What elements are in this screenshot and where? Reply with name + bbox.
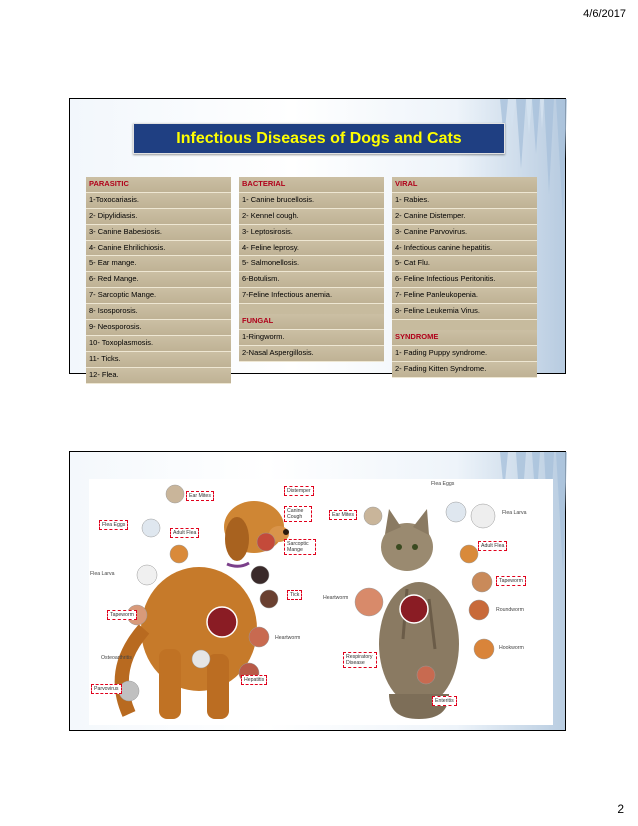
page-number: 2 xyxy=(617,802,624,816)
list-item: 6- Feline Infectious Peritonitis. xyxy=(392,272,537,288)
cat-label-adult-flea: Adult Flea xyxy=(478,541,507,551)
pet-disease-infographic xyxy=(89,479,553,725)
list-item: 1- Canine brucellosis. xyxy=(239,193,384,209)
list-item: 7-Feline Infectious anemia. xyxy=(239,288,384,304)
list-item: 10- Toxoplasmosis. xyxy=(86,336,231,352)
fungal-header: FUNGAL xyxy=(239,314,384,330)
cat-label-respiratory-disease: Respiratory Disease xyxy=(343,652,377,668)
dog-label-heartworm: Heartworm xyxy=(275,635,301,641)
bacterial-header: BACTERIAL xyxy=(239,177,384,193)
list-item: 6- Red Mange. xyxy=(86,272,231,288)
list-item: 2- Fading Kitten Syndrome. xyxy=(392,362,537,378)
dog-label-osteoarthritis: Osteoarthritis xyxy=(101,655,132,661)
list-item: 8- Isosporosis. xyxy=(86,304,231,320)
bacterial-column xyxy=(239,177,384,362)
cat-label-enteritis: Enteritis xyxy=(432,696,457,706)
cat-label-roundworm: Roundworm xyxy=(496,607,524,613)
list-item: 2- Dipylidiasis. xyxy=(86,209,231,225)
list-item: 4- Canine Ehrilichiosis. xyxy=(86,241,231,257)
dog-label-hepatitis: Hepatitis xyxy=(241,675,267,685)
dog-label-sarcoptic-mange: Sarcoptic Mange xyxy=(284,539,316,555)
section-gap xyxy=(239,304,384,314)
dog-label-ear-mites: Ear Mites xyxy=(186,491,214,501)
list-item: 12- Flea. xyxy=(86,368,231,384)
cat-label-flea-larva: Flea Larva xyxy=(502,510,527,516)
list-item: 7- Sarcoptic Mange. xyxy=(86,288,231,304)
dog-label-flea-eggs: Flea Eggs xyxy=(99,520,128,530)
list-item: 5- Salmonellosis. xyxy=(239,256,384,272)
cat-label-tapeworm: Tapeworm xyxy=(496,576,526,586)
page-date: 4/6/2017 xyxy=(583,8,626,20)
dog-label-canine-cough: Canine Cough xyxy=(284,506,312,522)
list-item: 6-Botulism. xyxy=(239,272,384,288)
slide-dog-cat-infographic xyxy=(69,451,566,731)
cat-label-heartworm: Heartworm xyxy=(323,595,349,601)
list-item: 1- Rabies. xyxy=(392,193,537,209)
list-item: 4- Infectious canine hepatitis. xyxy=(392,241,537,257)
parasitic-column xyxy=(86,177,231,384)
list-item: 1-Ringworm. xyxy=(239,330,384,346)
list-item: 3- Canine Parvovirus. xyxy=(392,225,537,241)
list-item: 2- Canine Distemper. xyxy=(392,209,537,225)
dog-label-parvovirus: Parvovirus xyxy=(91,684,122,694)
dog-label-tapeworm: Tapeworm xyxy=(107,610,137,620)
list-item: 2-Nasal Aspergillosis. xyxy=(239,346,384,362)
cat-label-flea-eggs: Flea Eggs xyxy=(431,481,455,487)
list-item: 1- Fading Puppy syndrome. xyxy=(392,346,537,362)
list-item: 3- Canine Babesiosis. xyxy=(86,225,231,241)
cat-label-hookworm: Hookworm xyxy=(499,645,524,651)
slide-infectious-diseases xyxy=(69,98,566,379)
list-item: 8- Feline Leukemia Virus. xyxy=(392,304,537,320)
list-item: 7- Feline Panleukopenia. xyxy=(392,288,537,304)
list-item: 4- Feline leprosy. xyxy=(239,241,384,257)
dog-label-flea-larva: Flea Larva xyxy=(90,571,115,577)
list-item: 3- Leptosirosis. xyxy=(239,225,384,241)
list-item: 11- Ticks. xyxy=(86,352,231,368)
slide-title: Infectious Diseases of Dogs and Cats xyxy=(133,123,505,154)
viral-header: VIRAL xyxy=(392,177,537,193)
dog-label-adult-flea: Adult Flea xyxy=(170,528,199,538)
list-item: 2- Kennel cough. xyxy=(239,209,384,225)
viral-column xyxy=(392,177,537,378)
syndrome-header: SYNDROME xyxy=(392,330,537,346)
parasitic-header: PARASITIC xyxy=(86,177,231,193)
list-item: 5- Cat Flu. xyxy=(392,256,537,272)
dog-label-tick: Tick xyxy=(287,590,302,600)
section-gap xyxy=(392,320,537,330)
list-item: 5- Ear mange. xyxy=(86,256,231,272)
dog-label-distemper: Distemper xyxy=(284,486,314,496)
cat-label-ear-mites: Ear Mites xyxy=(329,510,357,520)
list-item: 1-Toxocariasis. xyxy=(86,193,231,209)
list-item: 9- Neosporosis. xyxy=(86,320,231,336)
